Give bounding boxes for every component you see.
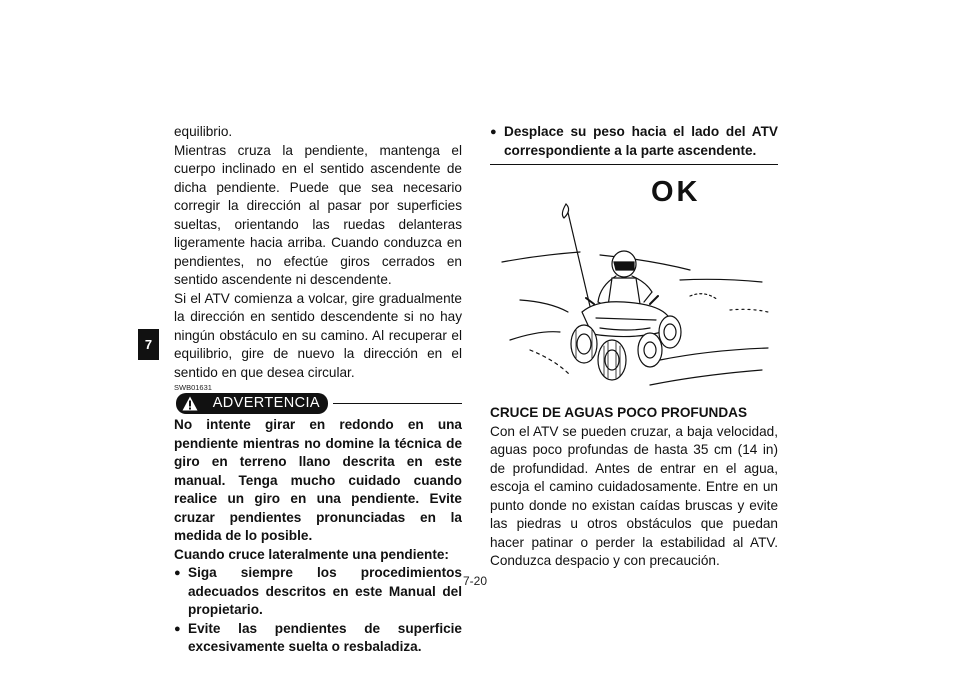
paragraph-balance: equilibrio. — [174, 124, 233, 139]
water-crossing-section — [490, 404, 778, 571]
warning-badge — [176, 393, 328, 414]
chapter-tab: 7 — [138, 329, 159, 360]
warning-triangle-icon — [182, 396, 198, 411]
warning-subhead: Cuando cruce lateralmente una pendiente: — [174, 546, 449, 562]
bullet-text: Siga siempre los procedimientos adecuados descritos en este Manual del propietario. — [188, 565, 462, 617]
bullet-icon: ● — [174, 567, 181, 579]
bullet-text: Evite las pendientes de superficie excesivamente suelta o resbaladiza. — [188, 620, 462, 654]
atv-slope-illustration — [500, 200, 772, 392]
list-item — [490, 123, 778, 160]
warning-code: SWB01631 — [174, 383, 212, 392]
warning-label: ADVERTENCIA — [212, 395, 320, 411]
section-title: CRUCE DE AGUAS POCO PROFUNDAS — [490, 405, 748, 420]
paragraph-tipping: Si el ATV comienza a volcar, gire gradualmente la dirección en sentido descendente si no hay ningún obstáculo en su camino. Al recuperar el equilibrio, gire de nuevo la dirección en el sentido en que desea circular. — [174, 290, 462, 380]
warning-divider — [333, 403, 462, 404]
illustration-label: OK — [651, 176, 701, 208]
bullet-icon: ● — [174, 622, 181, 635]
paragraph-crossing-slope: Mientras cruza la pendiente, mantenga el cuerpo inclinado en el sentido ascendente de dicha pendiente. Puede que sea necesario corregir la dirección al pasar por superficies sueltas, orientando las ruedas delanteras ligeramente hacia arriba. Cuando conduzca en pendientes, no efectúe giros cerrados en sentido ascendente ni descendente. — [174, 142, 462, 287]
bullet-icon: ● — [490, 126, 497, 138]
section-divider — [490, 164, 778, 165]
warning-text: No intente girar en redondo en una pendiente mientras no domine la técnica de giro en terreno llano descrita en este manual. Tenga mucho cuidado cuando realice un giro en una pendiente. Evite cruzar pendientes pronunciadas en la medida de lo posible. — [174, 417, 462, 543]
page-number: 7-20 — [463, 574, 488, 588]
right-column — [490, 123, 778, 165]
list-item — [174, 564, 462, 620]
bullet-text: Desplace su peso hacia el lado del ATV correspondiente a la parte ascendente. — [504, 124, 778, 158]
section-text: Con el ATV se pueden cruzar, a baja velocidad, aguas poco profundas de hasta 35 cm (14 in) de profundidad. Antes de entrar en el agua, escoja el camino cuidadosamente. Entre en un punto donde no existan caídas bruscas y evite las piedras u otros obstáculos que puedan hacer patinar o perder la estabilidad al ATV. Conduzca despacio y con precaución. — [490, 423, 778, 568]
left-column — [174, 123, 462, 657]
list-item — [174, 620, 462, 657]
warning-header — [174, 392, 462, 416]
